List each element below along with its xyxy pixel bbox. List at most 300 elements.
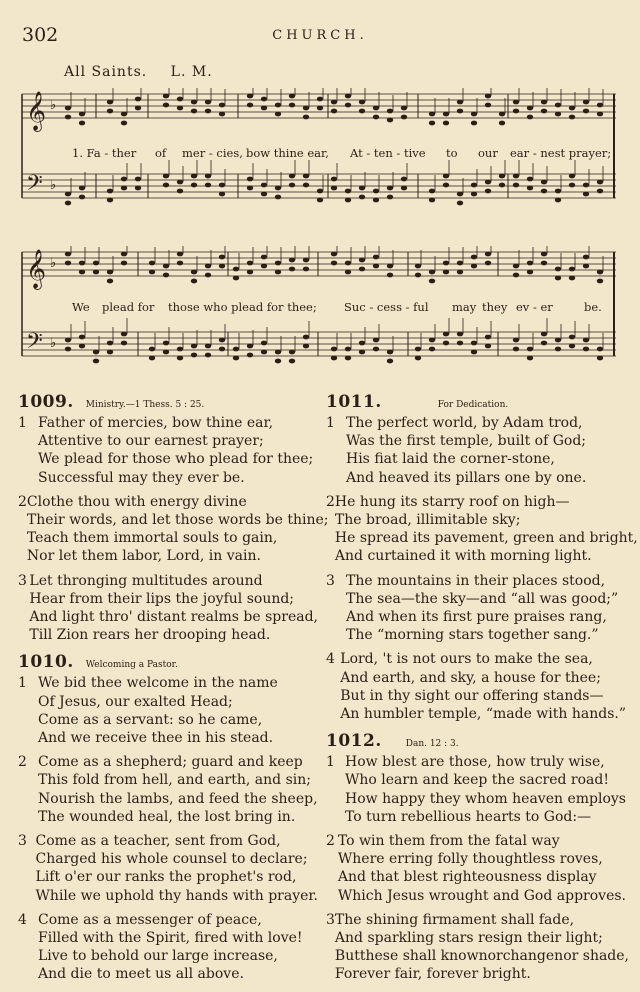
note-head xyxy=(275,270,281,275)
note-head xyxy=(317,106,323,111)
verse-line: The wounded heal, the lost bring in. xyxy=(38,808,296,825)
note-head xyxy=(65,261,71,266)
note-head xyxy=(275,195,281,200)
note-head xyxy=(247,344,253,349)
note-head xyxy=(317,189,323,194)
note-head xyxy=(583,192,589,197)
hymn-number: 1010. xyxy=(18,652,74,673)
note-head xyxy=(219,192,225,197)
note-head xyxy=(219,347,225,352)
lyric: Suc - cess - ful xyxy=(344,300,429,314)
note-head xyxy=(499,183,505,188)
note-head xyxy=(387,359,393,364)
verse-line: This fold from hell, and earth, and sin; xyxy=(38,772,311,789)
note-head xyxy=(205,264,211,269)
note-head xyxy=(191,109,197,114)
stanza xyxy=(326,650,626,723)
note-head xyxy=(597,347,603,352)
note-head xyxy=(79,270,85,275)
note-head xyxy=(359,267,365,272)
note-head xyxy=(555,347,561,352)
note-head xyxy=(149,347,155,352)
note-head xyxy=(345,103,351,108)
stanza-number: 2 xyxy=(18,754,27,771)
note-head xyxy=(93,261,99,266)
note-head xyxy=(219,264,225,269)
lyric: At - ten - tive xyxy=(350,146,426,160)
note-head xyxy=(415,347,421,352)
note-head xyxy=(359,195,365,200)
note-head xyxy=(121,261,127,266)
verse-line: Where erring folly thoughtless roves, xyxy=(337,851,603,868)
note-head xyxy=(429,121,435,126)
note-head xyxy=(79,344,85,349)
note-head xyxy=(485,103,491,108)
left-column xyxy=(18,392,329,992)
verse-line: Teach them immortal souls to gain, xyxy=(26,530,278,547)
stanza xyxy=(326,493,638,566)
verse-line: Was the first temple, built of God; xyxy=(346,433,586,450)
note-head xyxy=(457,100,463,105)
note-head xyxy=(541,252,547,257)
note-head xyxy=(597,112,603,117)
note-head xyxy=(527,106,533,111)
note-head xyxy=(289,174,295,179)
note-head xyxy=(485,344,491,349)
note-head xyxy=(373,347,379,352)
verse-line: How blest are those, how truly wise, xyxy=(345,754,605,771)
note-head xyxy=(247,103,253,108)
verse-line: And die to meet us all above. xyxy=(38,966,244,983)
note-head xyxy=(583,109,589,114)
note-head xyxy=(597,356,603,361)
note-head xyxy=(191,174,197,179)
note-head xyxy=(387,273,393,278)
note-head xyxy=(569,174,575,179)
note-head xyxy=(485,335,491,340)
note-head xyxy=(177,252,183,257)
note-head xyxy=(401,186,407,191)
note-head xyxy=(177,106,183,111)
verse-line: Let thronging multitudes around xyxy=(29,572,263,589)
note-head xyxy=(317,198,323,203)
note-head xyxy=(569,106,575,111)
note-head xyxy=(107,198,113,203)
note-head xyxy=(345,189,351,194)
note-head xyxy=(373,189,379,194)
note-head xyxy=(135,106,141,111)
note-head xyxy=(261,192,267,197)
verse-line: But in thy sight our offering stands— xyxy=(340,687,604,704)
note-head xyxy=(471,183,477,188)
note-head xyxy=(331,186,337,191)
note-head xyxy=(135,186,141,191)
note-head xyxy=(135,97,141,102)
note-head xyxy=(359,109,365,114)
note-head xyxy=(135,177,141,182)
note-head xyxy=(331,252,337,257)
note-head xyxy=(415,273,421,278)
verse-line: The perfect world, by Adam trod, xyxy=(346,415,583,431)
stanza-number: 3 xyxy=(326,572,335,589)
note-head xyxy=(485,261,491,266)
note-head xyxy=(429,270,435,275)
note-head xyxy=(429,189,435,194)
note-head xyxy=(247,94,253,99)
note-head xyxy=(597,279,603,284)
note-head xyxy=(163,273,169,278)
music-system-1 xyxy=(20,88,618,218)
stanza xyxy=(18,572,318,645)
note-head xyxy=(121,121,127,126)
note-head xyxy=(569,267,575,272)
note-head xyxy=(219,103,225,108)
hymn xyxy=(326,392,638,723)
note-head xyxy=(541,261,547,266)
note-head xyxy=(345,270,351,275)
verse-line: How happy they whom heaven employs xyxy=(345,790,626,807)
note-head xyxy=(65,115,71,120)
note-head xyxy=(373,115,379,120)
note-head xyxy=(219,183,225,188)
bass-clef-icon: 𝄢 xyxy=(26,171,43,201)
note-head xyxy=(485,189,491,194)
note-head xyxy=(345,198,351,203)
note-head xyxy=(303,258,309,263)
note-head xyxy=(303,115,309,120)
note-head xyxy=(191,344,197,349)
note-head xyxy=(541,189,547,194)
verse-line: Lift o'er our ranks the prophet's rod, xyxy=(35,869,297,886)
verse-line: The shining firmament shall fade, xyxy=(334,911,575,928)
note-head xyxy=(583,100,589,105)
note-head xyxy=(261,255,267,260)
note-head xyxy=(65,106,71,111)
verse-line: To win them from the fatal way xyxy=(337,833,560,850)
flat-sign-icon: ♭ xyxy=(50,256,57,271)
note-head xyxy=(555,338,561,343)
note-head xyxy=(569,335,575,340)
stanza xyxy=(18,832,318,905)
verse-line: And that blest righteousness display xyxy=(337,869,597,886)
note-head xyxy=(163,341,169,346)
stanza xyxy=(18,911,318,984)
verse-line: Come as a servant: so he came, xyxy=(38,711,263,728)
note-head xyxy=(93,350,99,355)
note-head xyxy=(443,121,449,126)
note-head xyxy=(163,264,169,269)
note-head xyxy=(443,174,449,179)
note-head xyxy=(107,100,113,105)
note-head xyxy=(443,270,449,275)
verse-line: Come as a teacher, sent from God, xyxy=(35,833,281,850)
note-head xyxy=(247,270,253,275)
note-head xyxy=(289,267,295,272)
note-head xyxy=(387,186,393,191)
verse-line: Nor let them labor, Lord, in vain. xyxy=(26,548,261,565)
note-head xyxy=(205,353,211,358)
hymn-number: 1011. xyxy=(326,392,382,412)
note-head xyxy=(457,201,463,206)
verse-line: Who learn and keep the sacred road! xyxy=(345,772,609,789)
verse-line: And sparkling stars resign their light; xyxy=(334,930,603,947)
note-head xyxy=(471,341,477,346)
stanza xyxy=(18,414,318,487)
note-head xyxy=(597,180,603,185)
note-head xyxy=(121,186,127,191)
note-head xyxy=(373,255,379,260)
note-head xyxy=(121,332,127,337)
note-head xyxy=(401,106,407,111)
note-head xyxy=(163,103,169,108)
note-head xyxy=(359,341,365,346)
verse-line: Father of mercies, bow thine ear, xyxy=(38,415,274,431)
verse-line: Which Jesus wrought and God approves. xyxy=(337,887,626,904)
stanza-number: 2 xyxy=(326,833,335,850)
stanza-number: 1 xyxy=(326,754,335,771)
note-head xyxy=(541,341,547,346)
note-head xyxy=(597,103,603,108)
note-head xyxy=(79,121,85,126)
note-head xyxy=(443,112,449,117)
note-head xyxy=(443,261,449,266)
note-head xyxy=(149,270,155,275)
note-head xyxy=(79,186,85,191)
note-head xyxy=(275,261,281,266)
note-head xyxy=(513,183,519,188)
stanza xyxy=(326,832,626,905)
note-head xyxy=(331,109,337,114)
note-head xyxy=(205,109,211,114)
note-head xyxy=(485,94,491,99)
note-head xyxy=(107,341,113,346)
note-head xyxy=(191,270,197,275)
lyric: they xyxy=(482,300,508,314)
note-head xyxy=(513,100,519,105)
verse-line: Their words, and let those words be thine; xyxy=(26,512,329,529)
verse-line: While we uphold thy hands with prayer. xyxy=(35,887,318,904)
note-head xyxy=(317,97,323,102)
note-head xyxy=(583,264,589,269)
note-head xyxy=(205,174,211,179)
note-head xyxy=(457,192,463,197)
note-head xyxy=(289,258,295,263)
note-head xyxy=(107,270,113,275)
note-head xyxy=(583,183,589,188)
verse-line: Nourish the lambs, and feed the sheep, xyxy=(38,790,318,807)
stanza xyxy=(18,674,318,747)
lyric: may xyxy=(452,300,477,314)
hymn xyxy=(18,392,329,644)
note-head xyxy=(303,183,309,188)
note-head xyxy=(205,273,211,278)
note-head xyxy=(275,359,281,364)
verse-line: Filled with the Spirit, fired with love! xyxy=(38,930,303,947)
lyric: be. xyxy=(584,300,602,314)
note-head xyxy=(527,356,533,361)
note-head xyxy=(289,103,295,108)
verse-line: Come as a shepherd; guard and keep xyxy=(38,754,303,771)
note-head xyxy=(373,338,379,343)
note-head xyxy=(331,100,337,105)
note-head xyxy=(107,109,113,114)
note-head xyxy=(233,267,239,272)
note-head xyxy=(247,186,253,191)
lyric: our xyxy=(478,146,498,160)
note-head xyxy=(289,94,295,99)
stanza-number: 3 xyxy=(18,572,27,589)
note-head xyxy=(303,344,309,349)
note-head xyxy=(555,189,561,194)
note-head xyxy=(275,112,281,117)
note-head xyxy=(247,177,253,182)
note-head xyxy=(597,270,603,275)
note-head xyxy=(121,112,127,117)
note-head xyxy=(373,106,379,111)
flat-sign-icon: ♭ xyxy=(50,98,57,113)
note-head xyxy=(527,186,533,191)
stanza xyxy=(326,753,626,826)
verse-line: Hear from their lips the joyful sound; xyxy=(29,590,295,607)
note-head xyxy=(345,94,351,99)
note-head xyxy=(247,353,253,358)
lyric: We xyxy=(72,300,90,314)
note-head xyxy=(219,338,225,343)
note-head xyxy=(513,109,519,114)
note-head xyxy=(275,103,281,108)
note-head xyxy=(499,112,505,117)
tune-header xyxy=(64,64,213,80)
note-head xyxy=(569,344,575,349)
note-head xyxy=(219,255,225,260)
note-head xyxy=(429,338,435,343)
verse-line: His fiat laid the corner-stone, xyxy=(346,451,555,468)
lyric: those who plead for thee; xyxy=(168,300,317,314)
note-head xyxy=(527,177,533,182)
note-head xyxy=(541,100,547,105)
note-head xyxy=(387,264,393,269)
note-head xyxy=(289,183,295,188)
stanza-number: 3 xyxy=(18,833,27,850)
verse-line: Butthese shall knownorchangenor shade, xyxy=(334,948,630,965)
note-head xyxy=(359,258,365,263)
note-head xyxy=(471,255,477,260)
verse-line: He hung its starry roof on high— xyxy=(334,493,570,510)
note-head xyxy=(457,332,463,337)
stanza-number: 1 xyxy=(326,415,335,431)
verse-line: And light thro' distant realms be spread, xyxy=(29,609,318,626)
note-head xyxy=(191,279,197,284)
note-head xyxy=(233,347,239,352)
note-head xyxy=(93,270,99,275)
note-head xyxy=(149,261,155,266)
note-head xyxy=(457,270,463,275)
note-head xyxy=(93,359,99,364)
running-head: CHURCH. xyxy=(272,28,368,43)
hymn-number: 1009. xyxy=(18,392,74,412)
note-head xyxy=(457,341,463,346)
lyric: of xyxy=(155,146,167,160)
note-head xyxy=(289,359,295,364)
verse-line: Attentive to our earnest prayer; xyxy=(38,433,264,450)
note-head xyxy=(569,276,575,281)
verse-line: And earth, and sky, a house for thee; xyxy=(340,669,601,686)
bass-clef-icon: 𝄢 xyxy=(26,329,43,359)
note-head xyxy=(457,261,463,266)
note-head xyxy=(233,276,239,281)
verse-line: Clothe thou with energy divine xyxy=(26,493,247,510)
hymn-number: 1012. xyxy=(326,731,382,752)
note-head xyxy=(149,356,155,361)
note-head xyxy=(555,103,561,108)
note-head xyxy=(499,174,505,179)
note-head xyxy=(387,118,393,123)
lyric: ev - er xyxy=(516,300,553,314)
page-number: 302 xyxy=(22,24,59,46)
note-head xyxy=(121,252,127,257)
note-head xyxy=(79,261,85,266)
note-head xyxy=(233,356,239,361)
note-head xyxy=(583,338,589,343)
verse-line: Live to behold our large increase, xyxy=(38,948,278,965)
note-head xyxy=(261,183,267,188)
note-head xyxy=(247,261,253,266)
note-head xyxy=(65,347,71,352)
note-head xyxy=(205,183,211,188)
note-head xyxy=(261,341,267,346)
note-head xyxy=(443,332,449,337)
stanza xyxy=(326,911,630,984)
note-head xyxy=(359,350,365,355)
note-head xyxy=(345,356,351,361)
hymn-title: For Dedication. xyxy=(437,400,509,410)
note-head xyxy=(471,121,477,126)
stanza xyxy=(18,493,329,566)
lyric: bow thine ear, xyxy=(246,146,329,160)
note-head xyxy=(205,100,211,105)
treble-clef-icon: 𝄞 xyxy=(26,249,47,289)
note-head xyxy=(527,115,533,120)
lyric: plead for xyxy=(102,300,155,314)
note-head xyxy=(79,335,85,340)
flat-sign-icon: ♭ xyxy=(50,178,57,193)
note-head xyxy=(415,264,421,269)
note-head xyxy=(387,195,393,200)
note-head xyxy=(261,350,267,355)
note-head xyxy=(513,347,519,352)
verse-line: And curtained it with morning light. xyxy=(334,548,592,565)
note-head xyxy=(275,350,281,355)
note-head xyxy=(191,100,197,105)
note-head xyxy=(527,347,533,352)
hymn xyxy=(18,652,318,983)
verse-line: We bid thee welcome in the name xyxy=(38,675,278,692)
stanza xyxy=(326,572,626,645)
stanza-number: 2 xyxy=(326,493,335,510)
note-head xyxy=(471,112,477,117)
note-head xyxy=(65,192,71,197)
note-head xyxy=(373,198,379,203)
note-head xyxy=(401,177,407,182)
note-head xyxy=(191,183,197,188)
note-head xyxy=(541,332,547,337)
note-head xyxy=(261,264,267,269)
lyric: to xyxy=(446,146,458,160)
note-head xyxy=(471,350,477,355)
note-head xyxy=(289,350,295,355)
note-head xyxy=(163,174,169,179)
flat-sign-icon: ♭ xyxy=(50,336,57,351)
